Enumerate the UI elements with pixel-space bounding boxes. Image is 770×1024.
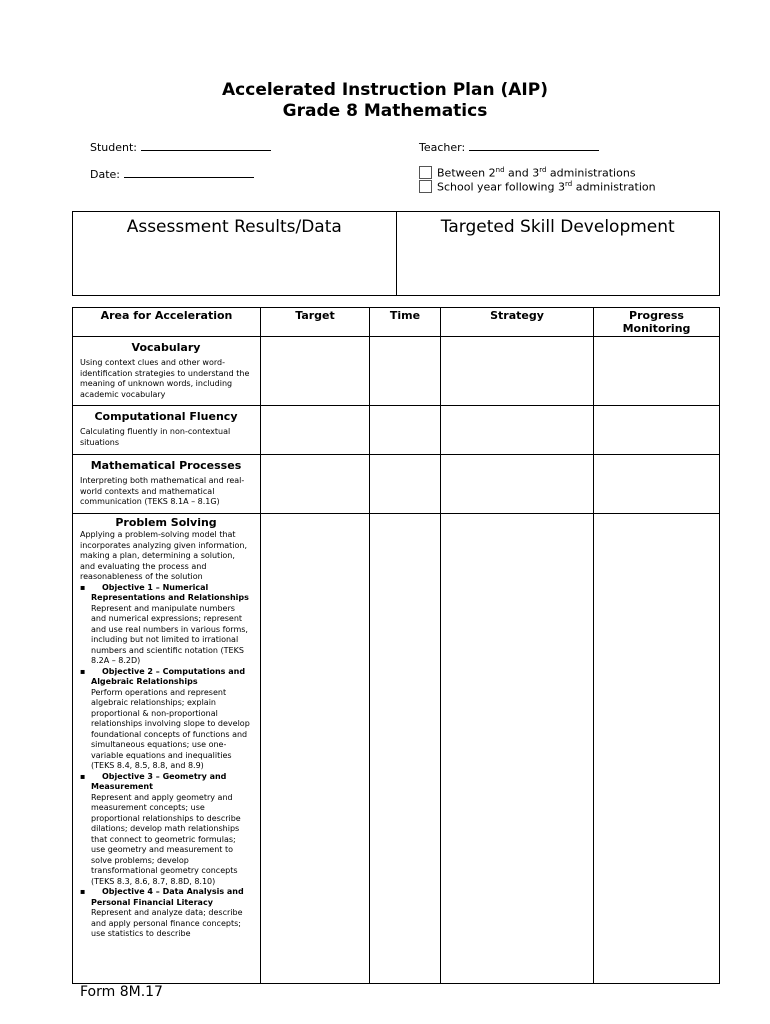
strategy-cell[interactable] bbox=[441, 455, 594, 514]
table-row bbox=[73, 514, 720, 984]
assessment-skill-table bbox=[72, 211, 720, 296]
col-header-progress: Progress Monitoring bbox=[594, 308, 720, 337]
objective-item bbox=[80, 667, 252, 772]
assessment-results-heading: Assessment Results/Data bbox=[126, 217, 342, 237]
progress-cell[interactable] bbox=[594, 337, 720, 406]
area-description: Using context clues and other word-identification strategies to understand the meaning of unknown words, including academic vocabulary bbox=[80, 358, 250, 399]
student-blank-line bbox=[141, 139, 271, 151]
target-cell[interactable] bbox=[261, 455, 370, 514]
bullet-icon: ▪ bbox=[80, 771, 86, 781]
document-title-line1: Accelerated Instruction Plan (AIP) bbox=[222, 80, 548, 100]
target-cell[interactable] bbox=[261, 406, 370, 455]
checkbox-following-year[interactable] bbox=[419, 180, 656, 194]
area-title: Problem Solving bbox=[115, 516, 217, 529]
time-cell[interactable] bbox=[370, 455, 441, 514]
problem-solving-content bbox=[80, 516, 252, 982]
strategy-cell[interactable] bbox=[441, 514, 594, 984]
strategy-cell[interactable] bbox=[441, 337, 594, 406]
progress-cell[interactable] bbox=[594, 514, 720, 984]
objective-description: Represent and manipulate numbers and numerical expressions; represent and use real numbers in various forms, including but not limited to irrational numbers and scientific notation (TEKS 8.2A – 8.2D) bbox=[91, 603, 248, 665]
time-cell[interactable] bbox=[370, 337, 441, 406]
objective-item bbox=[80, 583, 252, 667]
objective-title: Objective 3 – Geometry and Measurement bbox=[91, 771, 227, 791]
area-description: Interpreting both mathematical and real-world contexts and mathematical communication (TEKS 8.1A – 8.1G) bbox=[80, 476, 245, 506]
targeted-skill-box[interactable] bbox=[396, 212, 720, 295]
date-field[interactable] bbox=[90, 166, 254, 181]
teacher-label: Teacher: bbox=[419, 141, 466, 154]
teacher-field[interactable] bbox=[419, 139, 599, 154]
col-header-target: Target bbox=[261, 308, 370, 337]
table-header-row bbox=[73, 308, 720, 337]
checkbox-label: Between 2nd and 3rd administrations bbox=[437, 166, 636, 180]
target-cell[interactable] bbox=[261, 337, 370, 406]
bullet-icon: ▪ bbox=[80, 887, 86, 896]
bullet-icon: ▪ bbox=[80, 666, 86, 676]
student-label: Student: bbox=[90, 141, 138, 154]
checkbox-between-administrations[interactable] bbox=[419, 166, 636, 180]
col-header-area: Area for Acceleration bbox=[73, 308, 261, 337]
target-cell[interactable] bbox=[261, 514, 370, 984]
targeted-skill-heading: Targeted Skill Development bbox=[440, 217, 675, 237]
time-cell[interactable] bbox=[370, 514, 441, 984]
area-cell bbox=[73, 455, 261, 514]
objective-title: Objective 1 – Numerical Representations and Relationships bbox=[91, 582, 249, 602]
objective-item bbox=[80, 772, 252, 888]
acceleration-plan-table bbox=[72, 307, 720, 984]
assessment-results-box[interactable] bbox=[73, 212, 396, 295]
teacher-blank-line bbox=[469, 139, 599, 151]
form-number: Form 8M.17 bbox=[80, 984, 163, 1000]
checkbox-icon[interactable] bbox=[419, 180, 432, 193]
progress-cell[interactable] bbox=[594, 406, 720, 455]
table-row bbox=[73, 337, 720, 406]
strategy-cell[interactable] bbox=[441, 406, 594, 455]
date-label: Date: bbox=[90, 168, 120, 181]
col-header-strategy: Strategy bbox=[441, 308, 594, 337]
table-row bbox=[73, 455, 720, 514]
progress-cell[interactable] bbox=[594, 455, 720, 514]
area-description: Applying a problem-solving model that incorporates analyzing given information, making a plan, determining a solution, and evaluating the process and reasonableness of the solution bbox=[80, 530, 248, 581]
objective-item bbox=[80, 887, 252, 940]
objective-title: Objective 4 – Data Analysis and Personal Financial Literacy bbox=[91, 887, 244, 907]
time-cell[interactable] bbox=[370, 406, 441, 455]
date-blank-line bbox=[124, 166, 254, 178]
checkbox-label: School year following 3rd administration bbox=[437, 180, 656, 194]
objective-description: Perform operations and represent algebraic relationships; explain proportional & non-proportional relationships involving slope to develop foundational concepts of functions and simultaneous equations; use one-variable equations and inequalities (TEKS 8.4, 8.5, 8.8, and 8.9) bbox=[91, 687, 250, 770]
objective-description: Represent and apply geometry and measurement concepts; use proportional relationships to describe dilations; develop math relationships that connect to geometric formulas; use geometry and measurement to solve problems; develop transformational geometry concepts (TEKS 8.3, 8.6, 8.7, 8.8D, 8.10) bbox=[91, 792, 241, 886]
document-title-line2: Grade 8 Mathematics bbox=[282, 101, 488, 121]
area-title: Computational Fluency bbox=[94, 410, 238, 423]
area-cell bbox=[73, 337, 261, 406]
area-title: Mathematical Processes bbox=[90, 459, 242, 472]
area-cell bbox=[73, 406, 261, 455]
bullet-icon: ▪ bbox=[80, 582, 86, 592]
col-header-time: Time bbox=[370, 308, 441, 337]
table-row bbox=[73, 406, 720, 455]
objective-description: Represent and analyze data; describe and apply personal finance concepts; use statistics to describe bbox=[91, 908, 243, 938]
area-description: Calculating fluently in non-contextual situations bbox=[80, 427, 231, 447]
student-field[interactable] bbox=[90, 139, 271, 154]
area-title: Vocabulary bbox=[131, 341, 201, 354]
area-cell bbox=[73, 514, 261, 984]
checkbox-icon[interactable] bbox=[419, 166, 432, 179]
objective-title: Objective 2 – Computations and Algebraic Relationships bbox=[91, 666, 246, 686]
